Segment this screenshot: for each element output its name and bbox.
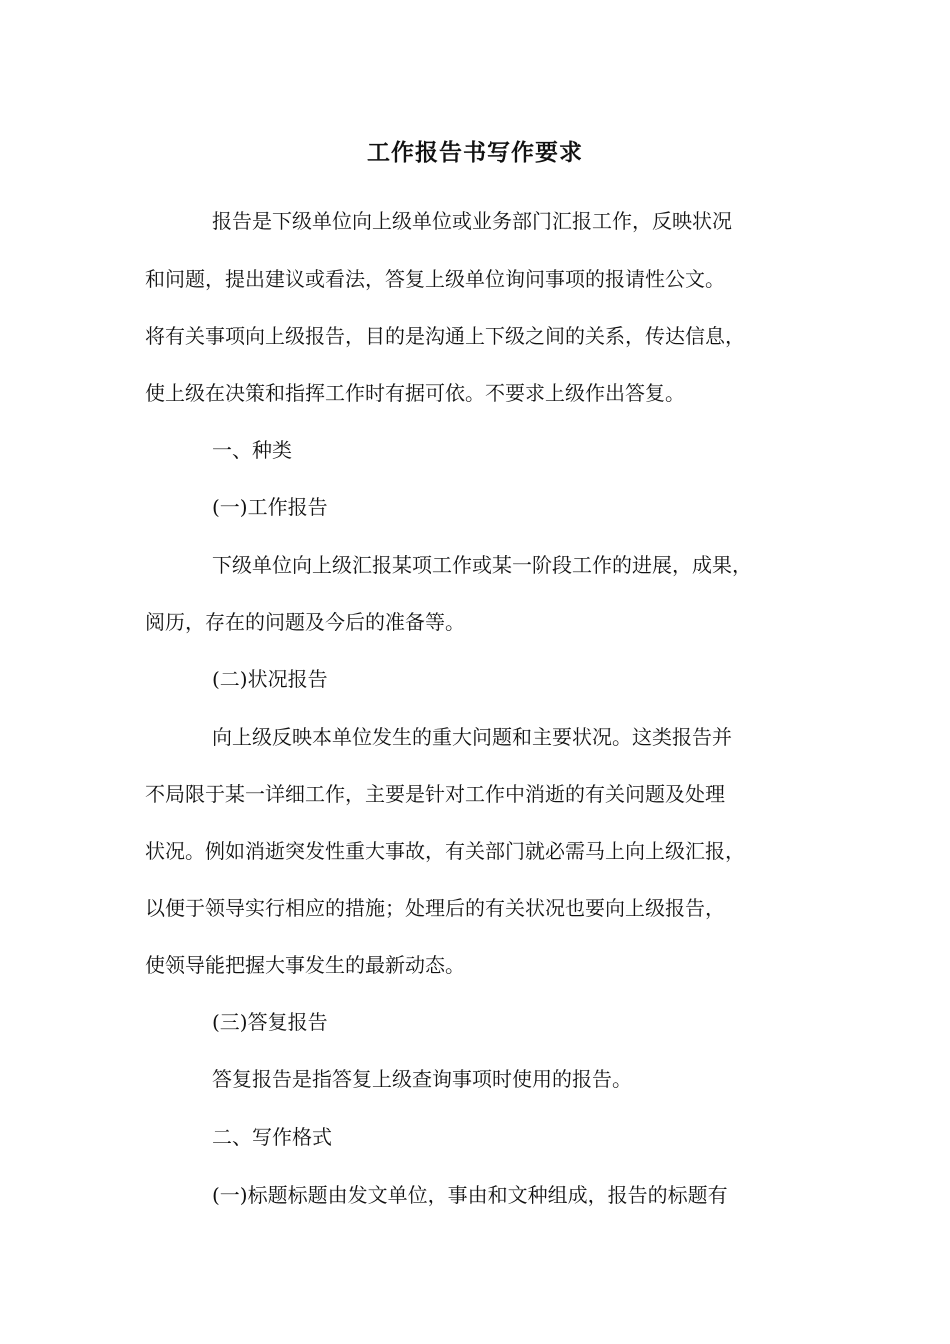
section-heading: 一、种类: [212, 438, 292, 462]
subsection-heading: (一)工作报告: [212, 495, 328, 519]
paragraph-line: 答复报告是指答复上级查询事项时使用的报告。: [212, 1067, 632, 1091]
section-heading: 二、写作格式: [212, 1125, 332, 1149]
paragraph-line: 使领导能把握大事发生的最新动态。: [145, 953, 465, 977]
subsection-heading: (二)状况报告: [212, 667, 328, 691]
paragraph-line: (一)标题标题由发文单位，事由和文种组成，报告的标题有: [212, 1183, 728, 1207]
paragraph-line: 阅历，存在的问题及今后的准备等。: [145, 610, 465, 634]
paragraph-line: 将有关事项向上级报告，目的是沟通上下级之间的关系，传达信息，: [145, 324, 745, 348]
paragraph-line: 和问题，提出建议或看法，答复上级单位询问事项的报请性公文。: [145, 267, 725, 291]
paragraph-line: 下级单位向上级汇报某项工作或某一阶段工作的进展，成果，: [212, 553, 752, 577]
paragraph-line: 报告是下级单位向上级单位或业务部门汇报工作，反映状况: [212, 209, 732, 233]
document-title: 工作报告书写作要求: [367, 139, 583, 166]
paragraph-line: 不局限于某一详细工作，主要是针对工作中消逝的有关问题及处理: [145, 782, 725, 806]
paragraph-line: 状况。例如消逝突发性重大事故，有关部门就必需马上向上级汇报，: [145, 839, 745, 863]
paragraph-line: 向上级反映本单位发生的重大问题和主要状况。这类报告并: [212, 725, 732, 749]
paragraph-line: 以便于领导实行相应的措施；处理后的有关状况也要向上级报告，: [145, 896, 725, 920]
paragraph-line: 使上级在决策和指挥工作时有据可依。不要求上级作出答复。: [145, 381, 685, 405]
subsection-heading: (三)答复报告: [212, 1010, 328, 1034]
